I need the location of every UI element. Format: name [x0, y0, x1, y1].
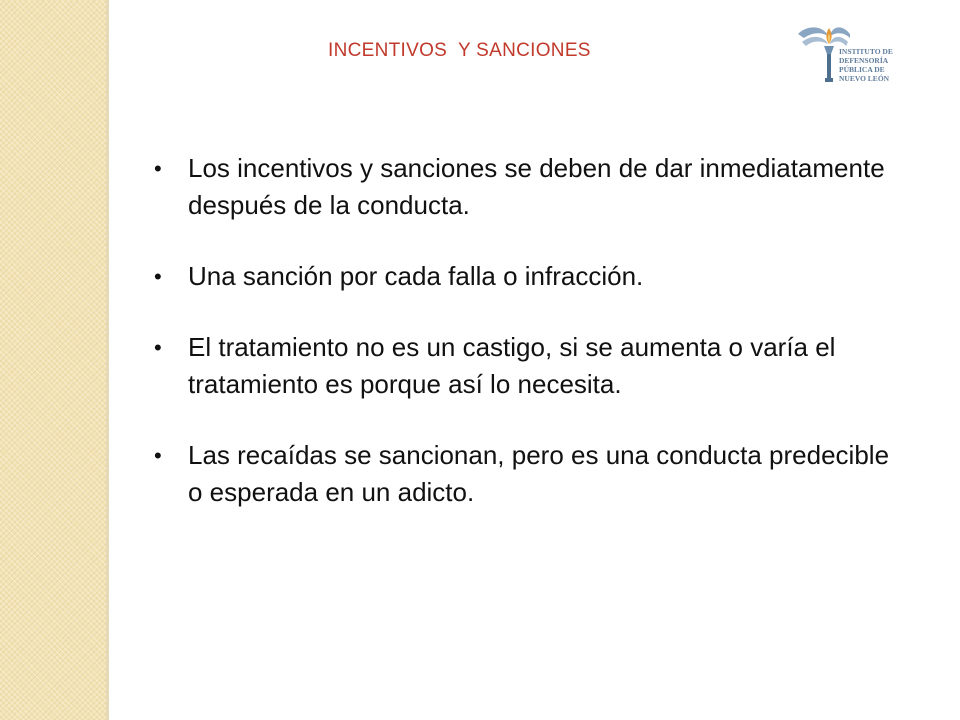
bullet-item-2: [150, 258, 890, 295]
bullet-dot-icon: •: [154, 156, 162, 181]
slide-title: INCENTIVOS Y SANCIONES: [328, 40, 591, 61]
bullet-text: El tratamiento no es un castigo, si se aumenta o varía el tratamiento es porque así lo necesita.: [188, 332, 836, 399]
bullet-item-4: [150, 437, 890, 511]
logo-line-1: INSTITUTO DE: [839, 47, 893, 56]
logo-line-4: NUEVO LEÓN: [839, 74, 890, 83]
bullet-text: Los incentivos y sanciones se deben de dar inmediatamente después de la conducta.: [188, 153, 885, 220]
bullet-dot-icon: •: [154, 443, 162, 468]
bullet-text: Una sanción por cada falla o infracción.: [188, 261, 644, 291]
bullet-item-1: [150, 150, 890, 224]
logo-line-2: DEFENSORÍA: [839, 56, 889, 65]
institute-logo: [794, 20, 906, 90]
bullet-dot-icon: •: [154, 264, 162, 289]
decorative-side-strip: [0, 0, 106, 720]
bullet-dot-icon: •: [154, 335, 162, 360]
bullet-item-3: [150, 329, 890, 403]
bullet-text: Las recaídas se sancionan, pero es una conducta predecible o esperada en un adicto.: [188, 440, 890, 507]
logo-line-3: PÚBLICA DE: [839, 65, 885, 74]
bullet-list: [150, 150, 890, 545]
side-strip-edge: [106, 0, 109, 720]
